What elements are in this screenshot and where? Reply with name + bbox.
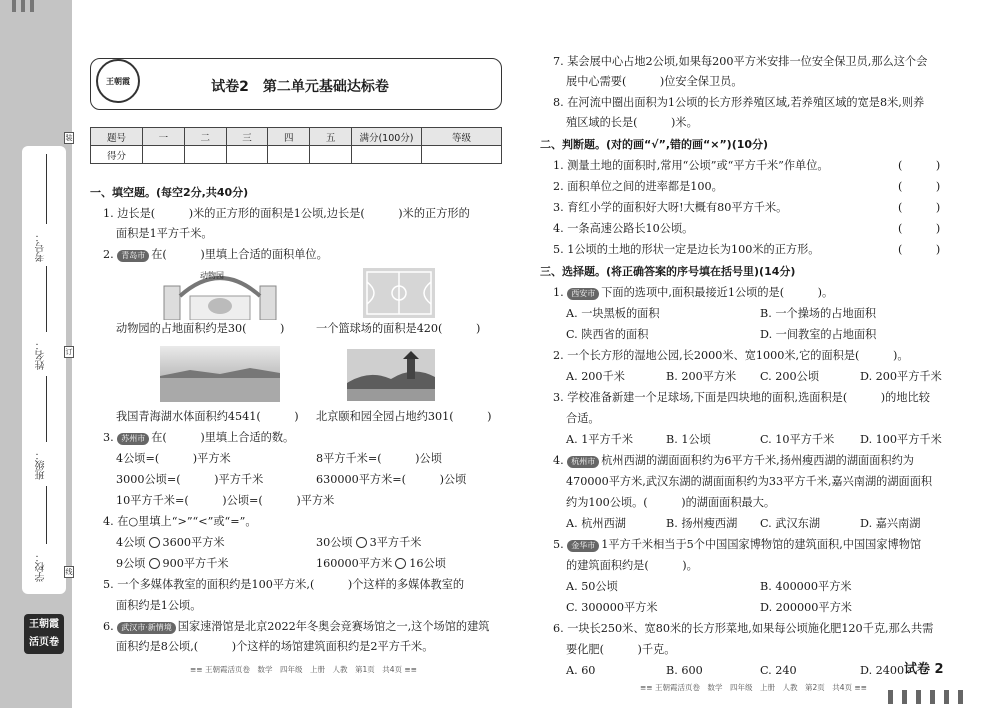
answer-bracket[interactable]: ( ) [898,159,941,172]
q8-line1: 8. 在河流中圈出面积为1公顷的长方形养殖区域,若养殖区域的宽是8米,则养 [553,96,925,109]
score-cell[interactable] [226,146,268,164]
page-title: 试卷2 第二单元基础达标卷 [211,79,389,95]
score-header-cell: 题号 [91,128,143,146]
name-line [46,266,47,332]
q3-item2: 8平方千米=( )公顷 [316,452,442,465]
caption-basketball: 一个篮球场的面积是420( ) [316,322,481,335]
score-header-cell: 四 [268,128,310,146]
judge-item-2: 2. 面积单位之间的进率都是100。 [553,180,723,193]
score-header-cell: 等级 [422,128,502,146]
exam-number-label: 考号： [36,232,47,262]
c5-line2: 的建筑面积约是( )。 [566,559,698,572]
q3-item4: 630000平方米=( )公顷 [316,473,467,486]
compare-circle[interactable] [395,558,406,569]
region-tag-qingdao: 青岛市 [117,250,149,262]
zoo-sign: 动物园 [200,271,224,280]
q7-line1: 7. 某会展中心占地2公顷,如果每200平方米安排一位安全保卫员,那么这个会 [553,55,928,68]
c5-option-c: C. 300000平方米 [566,601,658,614]
summer-palace-image [347,349,435,401]
answer-bracket[interactable]: ( ) [898,222,941,235]
c1-option-c: C. 陕西省的面积 [566,328,649,341]
q1-line1: 1. 边长是( )米的正方形的面积是1公顷,边长是( )米的正方形的 [103,207,470,220]
q4-item3-left: 9公顷 [116,557,146,570]
region-tag-jinhua: 金华市 [567,540,599,552]
q4-item4 [316,557,446,571]
c6-option-a: A. 60 [566,664,596,677]
judge-item-4: 4. 一条高速公路长10公顷。 [553,222,694,235]
q4-item1 [116,536,225,550]
q6-line2: 面积约是8公顷,( )个这样的场馆建筑面积约是2平方千米。 [116,640,434,653]
q6-text: 国家速滑馆是北京2022年冬奥会竞赛场馆之一,这个场馆的建筑 [177,620,490,633]
q4-item4-left: 160000平方米 [316,557,393,570]
q4-item2-left: 30公顷 [316,536,353,549]
strip-top-bars [12,0,52,12]
score-row-label: 得分 [91,146,143,164]
q4-line: 4. 在○里填上“>”“<”或“=”。 [103,515,257,528]
c3-option-a: A. 1平方千米 [566,433,634,446]
c4-line1: 4. 杭州市 杭州西湖的湖面面积约为6平方千米,扬州瘦西湖的湖面面积约为 [553,454,914,467]
c4-text: 杭州西湖的湖面面积约为6平方千米,扬州瘦西湖的湖面面积约为 [601,454,914,467]
c5-text: 1平方千米相当于5个中国国家博物馆的建筑面积,中国国家博物馆 [601,538,922,551]
q4-item3-right: 900平方千米 [162,557,229,570]
c2-option-a: A. 200千米 [566,370,625,383]
court-drawing [363,268,435,318]
section-judgement: 二、判断题。(对的画“√”,错的画“×”)(10分) [540,138,769,151]
q4-item1-right: 3600平方米 [162,536,225,549]
section-choice: 三、选择题。(将正确答案的序号填在括号里)(14分) [540,265,796,278]
seal-logo: 王朝霞 [96,59,140,103]
q3-item3: 3000公顷=( )平方千米 [116,473,264,486]
c4-line2: 470000平方米,武汉东湖的湖面面积约为33平方千米,嘉兴南湖的湖面面积 [566,475,933,488]
c1-option-d: D. 一间教室的占地面积 [760,328,877,341]
c3-line2: 合适。 [566,412,600,425]
q4-item2 [316,536,422,550]
binding-mark-zhuang: 装 [65,134,73,142]
c6-line2: 要化肥( )千克。 [566,643,676,656]
exam-number-line [46,154,47,224]
lake-drawing [160,346,280,402]
basketball-court-image [363,268,435,318]
c3-option-b: B. 1公顷 [666,433,711,446]
c1-option-b: B. 一个操场的占地面积 [760,307,877,320]
c2-option-b: B. 200平方米 [666,370,737,383]
q3-item5: 10平方千米=( )公顷=( )平方米 [116,494,335,507]
q2-text: 在( )里填上合适的面积单位。 [151,248,328,261]
q8-line2: 殖区域的长是( )米。 [566,116,698,129]
q3-item1: 4公顷=( )平方米 [116,452,231,465]
c1-text: 下面的选项中,面积最接近1公顷的是( )。 [601,286,834,299]
c4-option-d: D. 嘉兴南湖 [860,517,921,530]
class-label: 班级： [36,450,47,480]
c6-option-b: B. 600 [666,664,703,677]
footer-page1: ≡≡ 王朝霞活页卷 数学 四年级 上册 人教 第1页 共4页 ≡≡ [190,665,417,674]
student-info-card [22,146,66,594]
brand-logo [24,614,64,654]
class-line [46,376,47,442]
score-header-cell: 二 [184,128,226,146]
score-table [90,127,502,164]
answer-bracket[interactable]: ( ) [898,201,941,214]
logo-line2: 活页卷 [29,637,59,648]
c5-option-b: B. 400000平方米 [760,580,852,593]
q4-item2-right: 3平方千米 [369,536,422,549]
binding-mark-xian: 线 [65,568,73,576]
q7-line2: 展中心需要( )位安全保卫员。 [566,75,743,88]
score-header-cell: 一 [143,128,185,146]
c5-line1: 5. 金华市 1平方千米相当于5个中国国家博物馆的建筑面积,中国国家博物馆 [553,538,922,551]
section-fill-blank: 一、填空题。(每空2分,共40分) [90,186,249,199]
caption-qinghai: 我国青海湖水体面积约4541( ) [116,410,299,423]
judge-item-3: 3. 育红小学的面积好大呀!大概有80平方千米。 [553,201,788,214]
q4-item3 [116,557,229,571]
score-cell[interactable] [310,146,352,164]
q5-line1: 5. 一个多媒体教室的面积约是100平方米,( )个这样的多媒体教室的 [103,578,465,591]
c4-option-b: B. 扬州瘦西湖 [666,517,738,530]
judge-item-5: 5. 1公顷的土地的形状一定是边长为100米的正方形。 [553,243,820,256]
logo-line1: 王朝霞 [29,619,59,630]
q6-line1: 6. 武汉市·新情境 国家速滑馆是北京2022年冬奥会竞赛场馆之一,这个场馆的建筑 [103,620,490,633]
compare-circle[interactable] [356,537,367,548]
c2-option-c: C. 200公顷 [760,370,820,383]
caption-zoo: 动物园的占地面积约是30( ) [116,322,285,335]
c5-option-a: A. 50公顷 [566,580,618,593]
c1-option-a: A. 一块黑板的面积 [566,307,660,320]
name-label: 姓名： [36,340,47,370]
c2-option-d: D. 200平方千米 [860,370,942,383]
q4-item4-right: 16公顷 [409,557,446,570]
q4-item1-left: 4公顷 [116,536,146,549]
binding-mark-ding: 订 [65,348,73,356]
c4-line3: 约为100公顷。( )的湖面面积最大。 [566,496,776,509]
q3-line: 3. 苏州市 在( )里填上合适的数。 [103,431,295,444]
c3-line1: 3. 学校准备新建一个足球场,下面是四块地的面积,选面积是( )的地比较 [553,391,930,404]
score-cell[interactable] [143,146,185,164]
footer-page2: ≡≡ 王朝霞活页卷 数学 四年级 上册 人教 第2页 共4页 ≡≡ [640,683,867,692]
region-tag-xian: 西安市 [567,288,599,300]
c6-option-c: C. 240 [760,664,797,677]
c3-option-c: C. 10平方千米 [760,433,835,446]
q3-text: 在( )里填上合适的数。 [151,431,295,444]
zoo-gate-image [160,266,280,320]
q5-line2: 面积约是1公顷。 [116,599,202,612]
school-label: 学校： [36,552,47,582]
region-tag-suzhou: 苏州市 [117,433,149,445]
bottom-bars [888,690,972,707]
caption-summer-palace: 北京颐和园全园占地约301( ) [316,410,492,423]
score-cell[interactable] [268,146,310,164]
score-cell[interactable] [422,146,502,164]
score-header-cell: 三 [226,128,268,146]
answer-bracket[interactable]: ( ) [898,180,941,193]
c5-option-d: D. 200000平方米 [760,601,852,614]
score-header-cell: 满分(100分) [352,128,422,146]
c4-option-a: A. 杭州西湖 [566,517,626,530]
score-header-cell: 五 [310,128,352,146]
q1-line2: 面积是1平方千米。 [116,227,213,240]
c3-option-d: D. 100平方千米 [860,433,942,446]
region-tag-wuhan: 武汉市·新情境 [117,622,176,634]
c2-line: 2. 一个长方形的湿地公园,长2000米、宽1000米,它的面积是( )。 [553,349,909,362]
q2-line: 2. 青岛市 在( )里填上合适的面积单位。 [103,248,328,261]
qinghai-lake-image [160,346,280,402]
school-line [46,486,47,544]
judge-item-1: 1. 测量土地的面积时,常用“公顷”或“平方千米”作单位。 [553,159,829,172]
score-cell[interactable] [184,146,226,164]
c1-line: 1. 西安市 下面的选项中,面积最接近1公顷的是( )。 [553,286,834,299]
c6-option-d: D. 2400 [860,664,905,677]
c4-option-c: C. 武汉东湖 [760,517,821,530]
palace-drawing [347,349,435,401]
score-cell[interactable] [352,146,422,164]
region-tag-hangzhou: 杭州市 [567,456,599,468]
page-label: 试卷 2 [904,662,944,677]
compare-circle[interactable] [149,558,160,569]
answer-bracket[interactable]: ( ) [898,243,941,256]
compare-circle[interactable] [149,537,160,548]
c6-line1: 6. 一块长250米、宽80米的长方形菜地,如果每公顷施化肥120千克,那么共需 [553,622,934,635]
